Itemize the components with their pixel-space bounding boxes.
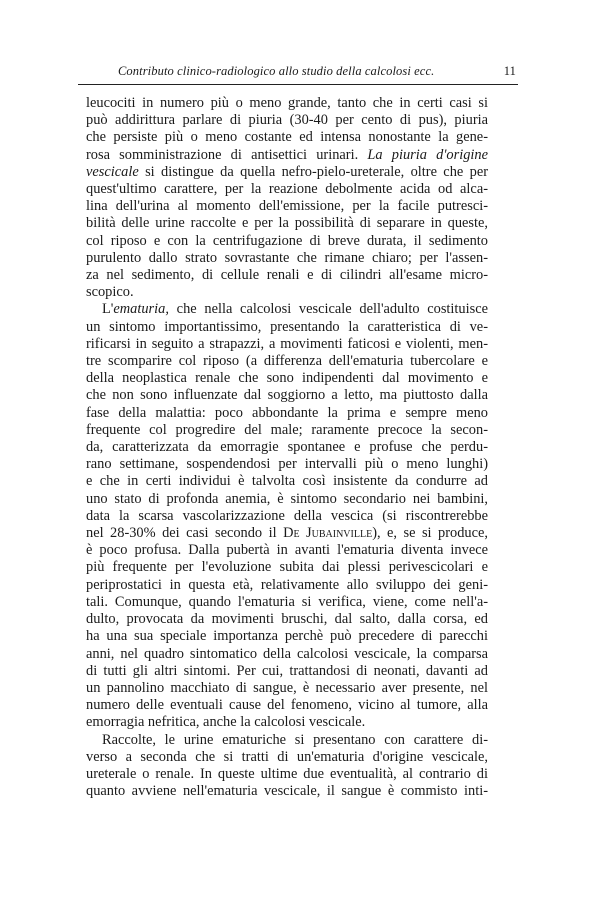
- text-run: ), e, se si produce,: [372, 525, 488, 542]
- text-line: za nel sedimento, di cellule renali e di cilindri all'esame micro-: [86, 267, 488, 284]
- text-line: un pannolino macchiato di sangue, è necessario aver presente, nel: [86, 679, 488, 696]
- text-line: quest'ultimo carattere, per la reazione debolmente acida od alca-: [86, 181, 488, 198]
- text-line: un sintomo importantissimo, presentando la caratteristica di ve-: [86, 318, 488, 335]
- text-line: col riposo e con la centrifugazione di breve durata, il sedimento: [86, 232, 488, 249]
- text-line: [86, 525, 488, 542]
- running-header: [78, 62, 518, 82]
- body-text: [86, 95, 488, 800]
- text-line: lina dell'urina al momento dell'emissione, per la facile putresci-: [86, 198, 488, 215]
- page-number: 11: [503, 64, 516, 78]
- italic-run: La piuria d'origine: [367, 146, 488, 163]
- text-line: fase della malattia: poco abbondante la prima e sempre meno: [86, 404, 488, 421]
- text-line: frequente col progredire del male; raramente precoce la secon-: [86, 421, 488, 438]
- text-line: ha una sua speciale importanza perchè può precedere di parecchi: [86, 628, 488, 645]
- text-line: [86, 164, 488, 181]
- text-line: di tutti gli altri sintomi. Per cui, trattandosi di neonati, davanti ad: [86, 662, 488, 679]
- running-title: Contributo clinico-radiologico allo studio della calcolosi ecc.: [118, 64, 435, 78]
- text-line: e che in certi individui è talvolta così insistente da condurre ad: [86, 473, 488, 490]
- text-line: tre scomparire col riposo (a differenza dell'ematuria tubercolare e: [86, 353, 488, 370]
- text-line: dulto, provocata da movimenti bruschi, dal salto, dalla corsa, ed: [86, 611, 488, 628]
- text-line: data la scarsa vascolarizzazione della vescica (si riscontrerebbe: [86, 507, 488, 524]
- text-line: verso a seconda che si tratti di un'ematuria d'origine vescicale,: [86, 748, 488, 765]
- text-line: della neoplastica renale che sono indipendenti dal movimento e: [86, 370, 488, 387]
- text-line: bilità delle urine raccolte e per la possibilità di separare in queste,: [86, 215, 488, 232]
- text-line: può addirittura parlare di piuria (30-40 per cento di pus), piuria: [86, 112, 488, 129]
- text-run: nel 28-30% dei casi secondo il: [86, 525, 277, 542]
- text-line: che non sono influenzate dal soggiorno a letto, ma piuttosto dalla: [86, 387, 488, 404]
- text-run: L': [102, 301, 114, 318]
- text-line: Raccolte, le urine ematuriche si presentano con carattere di-: [102, 731, 488, 748]
- header-rule: [78, 84, 518, 85]
- text-line: numero delle eventuali cause del fenomeno, vicino al tumore, alla: [86, 697, 488, 714]
- italic-run: vescicale: [86, 163, 139, 180]
- text-line: più frequente per l'evoluzione subita dai plessi perivescicolari e: [86, 559, 488, 576]
- text-run: che nella calcolosi vescicale dell'adulto costituisce: [168, 301, 488, 318]
- text-line: che persiste più o meno costante ed intensa nonostante la gene-: [86, 129, 488, 146]
- text-line: da, caratterizzata da emorragie spontanee e profuse che perdu-: [86, 439, 488, 456]
- text-line: uno stato di profonda anemia, è sintomo secondario nei bambini,: [86, 490, 488, 507]
- text-line: quanto avviene nell'ematuria vescicale, il sangue è commisto inti-: [86, 783, 488, 800]
- text-line: purulento dallo strato sovrastante che rimane chiaro; per l'assen-: [86, 249, 488, 266]
- text-line: [86, 301, 488, 318]
- italic-run: ematuria,: [113, 301, 169, 318]
- text-line: [86, 147, 488, 164]
- text-line: scopico.: [86, 284, 134, 301]
- text-line: rano settimane, sospendendosi per intervalli più o meno lunghi): [86, 456, 488, 473]
- text-line: anni, nel quadro sintomatico della calcolosi vescicale, la comparsa: [86, 645, 488, 662]
- text-line: ureterale o renale. In queste ultime due eventualità, al contrario di: [86, 765, 488, 782]
- text-run: si distingue da quella nefro-pielo-ureterale, oltre che per: [138, 163, 488, 180]
- text-line: leucociti in numero più o meno grande, tanto che in certi casi si: [86, 95, 488, 111]
- text-line: è poco profusa. Dalla pubertà in avanti l'ematuria diventa invece: [86, 542, 488, 559]
- text-line: rificarsi in seguito a strapazzi, a movimenti faticosi e violenti, men-: [86, 335, 488, 352]
- author-name: De Jubainville: [283, 525, 373, 542]
- text-line: periprostatici in questa età, relativamente allo sviluppo dei geni-: [86, 576, 488, 593]
- text-line: emorragia nefritica, anche la calcolosi vescicale.: [86, 714, 366, 731]
- text-run: rosa somministrazione di antisettici urinari.: [86, 146, 359, 163]
- text-line: tali. Comunque, quando l'ematuria si verifica, viene, come nell'a-: [86, 593, 488, 610]
